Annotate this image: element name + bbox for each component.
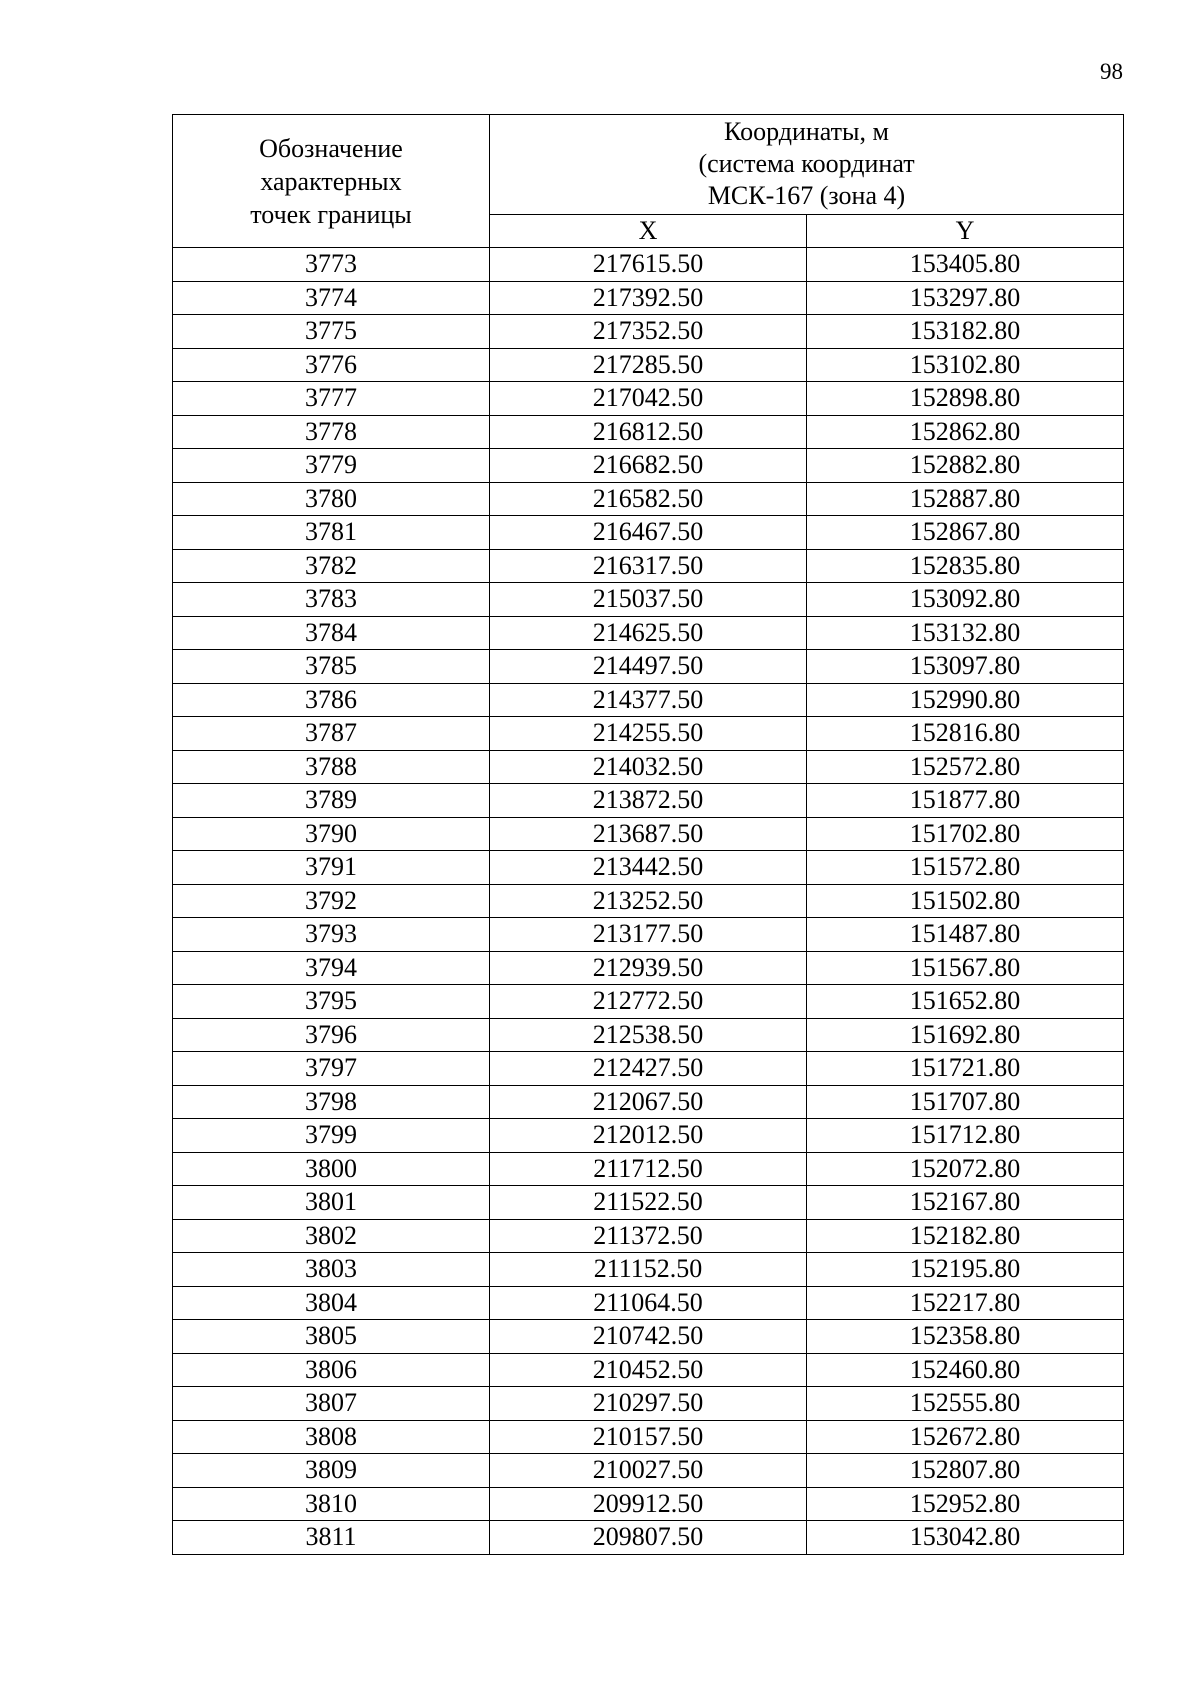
table-row [173,1353,1124,1387]
y-coordinate-cell: 153092.80 [807,583,1124,617]
point-id-cell: 3779 [173,449,490,483]
table-row [173,717,1124,751]
table-row [173,750,1124,784]
point-header-line: Обозначение [259,133,403,163]
x-coordinate-cell: 213252.50 [490,884,807,918]
table-row [173,1487,1124,1521]
y-coordinate-cell: 153097.80 [807,650,1124,684]
table-row [173,1387,1124,1421]
y-coordinate-cell: 152882.80 [807,449,1124,483]
point-id-cell: 3811 [173,1521,490,1555]
x-coordinate-cell: 216682.50 [490,449,807,483]
point-id-cell: 3790 [173,817,490,851]
y-coordinate-cell: 152572.80 [807,750,1124,784]
y-coordinate-cell: 151707.80 [807,1085,1124,1119]
point-id-cell: 3788 [173,750,490,784]
x-coordinate-cell: 213687.50 [490,817,807,851]
x-coordinate-cell: 217042.50 [490,382,807,416]
x-coordinate-cell: 210297.50 [490,1387,807,1421]
point-id-cell: 3793 [173,918,490,952]
table-row [173,784,1124,818]
point-id-cell: 3802 [173,1219,490,1253]
y-coordinate-cell: 153405.80 [807,248,1124,282]
x-coordinate-cell: 211064.50 [490,1286,807,1320]
y-coordinate-cell: 152217.80 [807,1286,1124,1320]
point-id-cell: 3800 [173,1152,490,1186]
table-row [173,382,1124,416]
y-coordinate-cell: 152867.80 [807,516,1124,550]
coords-header-line: Координаты, м [724,117,889,147]
point-id-cell: 3808 [173,1420,490,1454]
x-coordinate-cell: 212538.50 [490,1018,807,1052]
y-coordinate-cell: 152460.80 [807,1353,1124,1387]
table-row [173,281,1124,315]
table-row [173,1186,1124,1220]
table-row [173,616,1124,650]
y-coordinate-cell: 152862.80 [807,415,1124,449]
x-coordinate-cell: 210742.50 [490,1320,807,1354]
point-id-cell: 3786 [173,683,490,717]
table-row [173,348,1124,382]
x-coordinate-cell: 214497.50 [490,650,807,684]
point-id-cell: 3801 [173,1186,490,1220]
table-row [173,817,1124,851]
point-id-cell: 3785 [173,650,490,684]
y-coordinate-cell: 151567.80 [807,951,1124,985]
x-coordinate-cell: 213872.50 [490,784,807,818]
table-row [173,1152,1124,1186]
table-row [173,1420,1124,1454]
table-row [173,683,1124,717]
y-coordinate-cell: 151502.80 [807,884,1124,918]
table-body [173,248,1124,1555]
table-row [173,1085,1124,1119]
y-coordinate-cell: 152358.80 [807,1320,1124,1354]
y-coordinate-cell: 152816.80 [807,717,1124,751]
x-coordinate-cell: 211712.50 [490,1152,807,1186]
table-row [173,415,1124,449]
y-coordinate-cell: 151572.80 [807,851,1124,885]
point-id-cell: 3776 [173,348,490,382]
table-row [173,449,1124,483]
x-coordinate-cell: 211152.50 [490,1253,807,1287]
point-id-cell: 3803 [173,1253,490,1287]
table-row [173,482,1124,516]
y-coordinate-cell: 152952.80 [807,1487,1124,1521]
y-coordinate-cell: 151652.80 [807,985,1124,1019]
table-row [173,1219,1124,1253]
point-id-cell: 3794 [173,951,490,985]
point-id-cell: 3781 [173,516,490,550]
y-coordinate-cell: 151487.80 [807,918,1124,952]
coordinates-table [172,114,1124,1555]
point-id-cell: 3778 [173,415,490,449]
y-coordinate-cell: 152182.80 [807,1219,1124,1253]
point-id-cell: 3798 [173,1085,490,1119]
table-row [173,1119,1124,1153]
x-coordinate-cell: 217352.50 [490,315,807,349]
table-row [173,1052,1124,1086]
point-id-cell: 3797 [173,1052,490,1086]
x-coordinate-cell: 217615.50 [490,248,807,282]
y-coordinate-cell: 151692.80 [807,1018,1124,1052]
x-coordinate-cell: 216317.50 [490,549,807,583]
table-row [173,583,1124,617]
table-row [173,884,1124,918]
point-id-cell: 3774 [173,281,490,315]
table-row [173,851,1124,885]
point-header-line: точек границы [250,199,412,229]
point-id-cell: 3799 [173,1119,490,1153]
point-id-cell: 3780 [173,482,490,516]
point-id-cell: 3773 [173,248,490,282]
table-row [173,315,1124,349]
x-coordinate-cell: 210452.50 [490,1353,807,1387]
page-number: 98 [1100,59,1123,84]
table-row [173,248,1124,282]
x-coordinate-cell: 214625.50 [490,616,807,650]
y-coordinate-cell: 152898.80 [807,382,1124,416]
point-id-cell: 3796 [173,1018,490,1052]
point-id-cell: 3791 [173,851,490,885]
point-id-cell: 3804 [173,1286,490,1320]
table-header [173,115,1124,248]
point-id-cell: 3806 [173,1353,490,1387]
table-row [173,951,1124,985]
coords-header-line: МСК-167 (зона 4) [707,181,906,211]
table-row [173,516,1124,550]
x-coordinate-cell: 213442.50 [490,851,807,885]
x-coordinate-cell: 215037.50 [490,583,807,617]
point-id-cell: 3792 [173,884,490,918]
point-id-cell: 3784 [173,616,490,650]
y-coordinate-cell: 152072.80 [807,1152,1124,1186]
x-column-header: X [490,214,807,247]
x-coordinate-cell: 211372.50 [490,1219,807,1253]
point-id-cell: 3809 [173,1454,490,1488]
coords-header-line: (система координат [698,149,915,179]
point-id-cell: 3810 [173,1487,490,1521]
point-id-cell: 3787 [173,717,490,751]
point-id-cell: 3783 [173,583,490,617]
table-row [173,549,1124,583]
table-row [173,918,1124,952]
table-row [173,1253,1124,1287]
x-coordinate-cell: 214032.50 [490,750,807,784]
x-coordinate-cell: 214255.50 [490,717,807,751]
point-id-cell: 3805 [173,1320,490,1354]
table-row [173,1286,1124,1320]
x-coordinate-cell: 212067.50 [490,1085,807,1119]
point-id-cell: 3777 [173,382,490,416]
y-column-header: Y [807,214,1124,247]
x-coordinate-cell: 212772.50 [490,985,807,1019]
y-coordinate-cell: 151721.80 [807,1052,1124,1086]
y-coordinate-cell: 152807.80 [807,1454,1124,1488]
table-row [173,985,1124,1019]
x-coordinate-cell: 211522.50 [490,1186,807,1220]
x-coordinate-cell: 213177.50 [490,918,807,952]
x-coordinate-cell: 216582.50 [490,482,807,516]
table-row [173,1521,1124,1555]
x-coordinate-cell: 210027.50 [490,1454,807,1488]
point-id-cell: 3795 [173,985,490,1019]
y-coordinate-cell: 153102.80 [807,348,1124,382]
y-coordinate-cell: 153297.80 [807,281,1124,315]
y-coordinate-cell: 152672.80 [807,1420,1124,1454]
x-coordinate-cell: 212012.50 [490,1119,807,1153]
x-coordinate-cell: 209807.50 [490,1521,807,1555]
x-coordinate-cell: 217392.50 [490,281,807,315]
table-row [173,1018,1124,1052]
y-coordinate-cell: 152195.80 [807,1253,1124,1287]
y-coordinate-cell: 152555.80 [807,1387,1124,1421]
point-header-line: характерных [260,166,402,196]
x-coordinate-cell: 212427.50 [490,1052,807,1086]
x-coordinate-cell: 217285.50 [490,348,807,382]
x-coordinate-cell: 212939.50 [490,951,807,985]
x-coordinate-cell: 209912.50 [490,1487,807,1521]
y-coordinate-cell: 153132.80 [807,616,1124,650]
y-coordinate-cell: 152887.80 [807,482,1124,516]
table-row [173,1454,1124,1488]
point-id-cell: 3782 [173,549,490,583]
table-row [173,650,1124,684]
y-coordinate-cell: 152990.80 [807,683,1124,717]
y-coordinate-cell: 152167.80 [807,1186,1124,1220]
point-designation-header [173,115,490,248]
x-coordinate-cell: 216467.50 [490,516,807,550]
coordinates-header [490,115,1124,215]
point-id-cell: 3807 [173,1387,490,1421]
table-row [173,1320,1124,1354]
point-id-cell: 3789 [173,784,490,818]
x-coordinate-cell: 216812.50 [490,415,807,449]
y-coordinate-cell: 151712.80 [807,1119,1124,1153]
point-id-cell: 3775 [173,315,490,349]
x-coordinate-cell: 214377.50 [490,683,807,717]
y-coordinate-cell: 151702.80 [807,817,1124,851]
y-coordinate-cell: 153182.80 [807,315,1124,349]
y-coordinate-cell: 153042.80 [807,1521,1124,1555]
y-coordinate-cell: 151877.80 [807,784,1124,818]
x-coordinate-cell: 210157.50 [490,1420,807,1454]
y-coordinate-cell: 152835.80 [807,549,1124,583]
